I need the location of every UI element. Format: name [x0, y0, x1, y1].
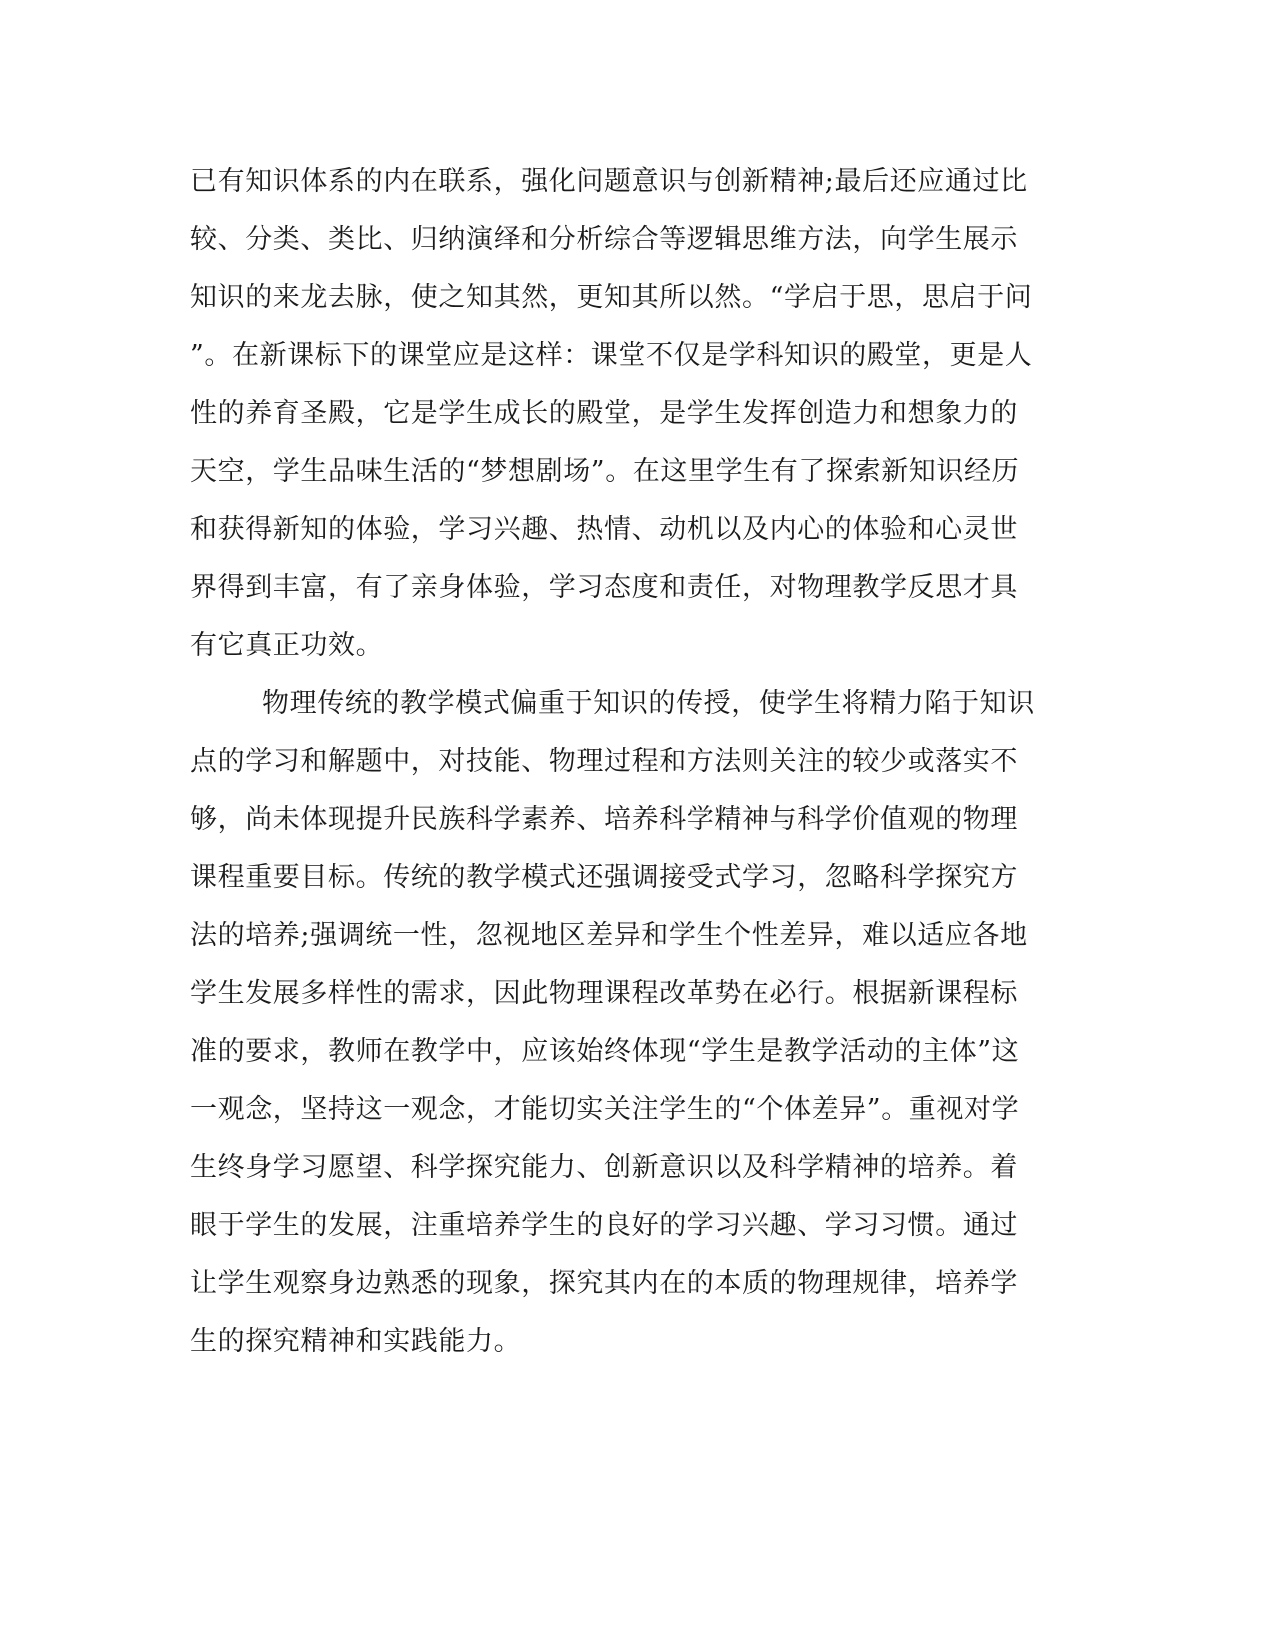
- text-line: 课程重要目标。传统的教学模式还强调接受式学习，忽略科学探究方: [190, 862, 1018, 893]
- text-line: 物理传统的教学模式偏重于知识的传授，使学生将精力陷于知识: [262, 688, 1035, 719]
- text-line: 知识的来龙去脉，使之知其然，更知其所以然。“学启于思，思启于问: [190, 282, 1033, 313]
- text-line: 生终身学习愿望、科学探究能力、创新意识以及科学精神的培养。着: [190, 1152, 1018, 1183]
- text-line: ”。在新课标下的课堂应是这样：课堂不仅是学科知识的殿堂，更是人: [190, 340, 1033, 371]
- text-line: 眼于学生的发展，注重培养学生的良好的学习兴趣、学习习惯。通过: [190, 1210, 1018, 1241]
- text-line: 准的要求，教师在教学中，应该始终体现“学生是教学活动的主体”这: [190, 1036, 1020, 1067]
- text-line: 天空，学生品味生活的“梦想剧场”。在这里学生有了探索新知识经历: [190, 456, 1020, 487]
- text-line: 较、分类、类比、归纳演绎和分析综合等逻辑思维方法，向学生展示: [190, 224, 1018, 255]
- text-line: 学生发展多样性的需求，因此物理课程改革势在必行。根据新课程标: [190, 978, 1018, 1009]
- text-line: 点的学习和解题中，对技能、物理过程和方法则关注的较少或落实不: [190, 746, 1018, 777]
- text-line: 界得到丰富，有了亲身体验，学习态度和责任，对物理教学反思才具: [190, 572, 1018, 603]
- text-line: 和获得新知的体验，学习兴趣、热情、动机以及内心的体验和心灵世: [190, 514, 1018, 545]
- text-line: 一观念，坚持这一观念，才能切实关注学生的“个体差异”。重视对学: [190, 1094, 1020, 1125]
- text-line: 够，尚未体现提升民族科学素养、培养科学精神与科学价值观的物理: [190, 804, 1018, 835]
- text-line: 法的培养;强调统一性，忽视地区差异和学生个性差异，难以适应各地: [190, 920, 1028, 951]
- text-line: 性的养育圣殿，它是学生成长的殿堂，是学生发挥创造力和想象力的: [190, 398, 1018, 429]
- text-line: 已有知识体系的内在联系，强化问题意识与创新精神;最后还应通过比: [190, 166, 1028, 197]
- text-line: 生的探究精神和实践能力。: [190, 1326, 522, 1357]
- text-line: 让学生观察身边熟悉的现象，探究其内在的本质的物理规律，培养学: [190, 1268, 1018, 1299]
- text-line: 有它真正功效。: [190, 630, 384, 661]
